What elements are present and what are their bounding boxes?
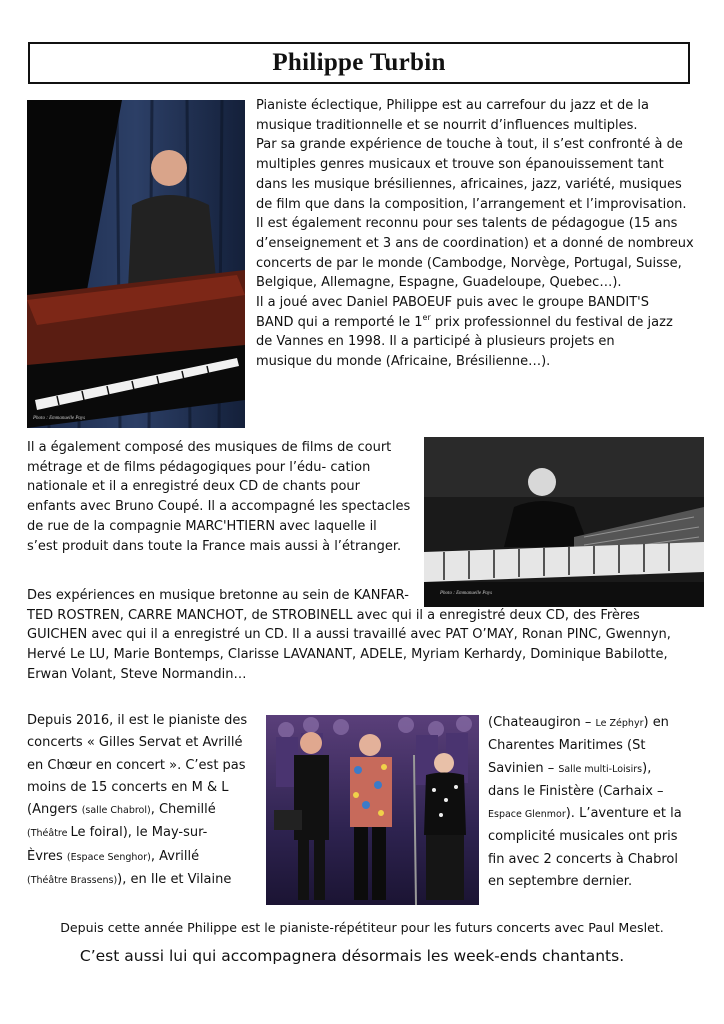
concerts-paragraph-right — [488, 712, 682, 893]
text-line: concerts « Gilles Servat et Avrillé — [27, 735, 243, 751]
text-line: moins de 15 concerts en M & L — [27, 779, 229, 795]
photo-concert-stage — [266, 715, 479, 905]
text-line: musique traditionnelle et se nourrit d’influences multiples. — [256, 117, 638, 133]
text-fragment: (Angers — [27, 802, 82, 818]
text-line-prize — [256, 313, 694, 333]
text-line: Il a également composé des musiques de films de court — [27, 440, 392, 455]
text-line: multiples genres musicaux et trouve son épanouissement tant — [256, 157, 664, 173]
text-line: Pianiste éclectique, Philippe est au carrefour du jazz et de la — [256, 98, 649, 113]
text-fragment: Le Zéphyr — [595, 718, 644, 729]
text-line: Belgique, Allemagne, Espagne, Guadeloupe, Quebec…). — [256, 275, 622, 291]
text-line: s’est produit dans toute la France mais aussi à l’étranger. — [27, 538, 402, 554]
text-fragment: Le foiral — [70, 825, 123, 841]
text-line — [27, 822, 247, 845]
text-line: de rue de la compagnie MARC'HTIERN avec laquelle il — [27, 518, 377, 534]
text-line: Des expériences en musique bretonne au sein de KANFAR- — [27, 588, 409, 603]
text-line: d’enseignement et 3 ans de coordination) et a donné de nombreux — [256, 235, 694, 251]
photo-pianist-grand-piano — [27, 100, 245, 428]
text-line: Par sa grande expérience de touche à tout, il s’est confronté à de — [256, 137, 683, 153]
text-line: complicité musicales ont pris — [488, 829, 678, 845]
photo-pianist-bw — [424, 437, 704, 607]
footer-line-1: Depuis cette année Philippe est le pianiste-répétiteur pour les futurs concerts avec Paul Meslet. — [60, 920, 664, 935]
text-line: Charentes Maritimes (St — [488, 738, 646, 754]
text-fragment: Savinien – — [488, 760, 559, 776]
photo-credit-2: Photo : Emmanuelle Pays — [440, 591, 493, 596]
text-line — [488, 758, 682, 781]
footer-line-2: C’est aussi lui qui accompagnera désormais les week-ends chantants. — [79, 947, 625, 965]
text-line: Il a joué avec Daniel PABOEUF puis avec le groupe BANDIT'S — [256, 295, 650, 311]
text-line — [27, 799, 247, 822]
text-fragment: , Avrillé — [150, 848, 200, 864]
text-line: de Vannes en 1998. Il a participé à plusieurs projets en — [256, 334, 615, 350]
text-fragment: ). L’aventure et la — [565, 806, 682, 822]
text-fragment: (Chateaugiron – — [488, 715, 596, 730]
text-line: fin avec 2 concerts à Chabrol — [488, 851, 678, 867]
text-line: de film que dans la composition, l’arrangement et l’improvisation. — [256, 196, 687, 212]
text-line: métrage et de films pédagogiques pour l’édu- cation — [27, 459, 371, 475]
text-line: Hervé Le LU, Marie Bontemps, Clarisse LAVANANT, ADELE, Myriam Kerhardy, Dominique Babilotte, — [27, 647, 668, 663]
text-line: nationale et il a enregistré deux CD de chants pour — [27, 479, 361, 495]
intro-paragraph — [256, 96, 694, 372]
text-fragment: Èvres — [27, 848, 67, 864]
superscript: er — [422, 312, 431, 322]
text-line: concerts de par le monde (Cambodge, Norvège, Portugal, Suisse, — [256, 255, 682, 271]
text-fragment: BAND qui a remporté le 1 — [256, 314, 423, 330]
text-line — [488, 712, 682, 735]
text-fragment: (Théâtre Brassens) — [27, 875, 118, 887]
text-fragment: Espace Glenmor — [488, 809, 566, 821]
text-fragment: ), — [642, 760, 652, 776]
page-title: Philippe Turbin — [272, 49, 446, 76]
text-line: dans le Finistère (Carhaix – — [488, 783, 664, 799]
concerts-paragraph-left — [27, 710, 247, 892]
text-fragment: (Espace Senghor) — [66, 851, 151, 863]
text-fragment: ), en Ile et Vilaine — [117, 872, 232, 888]
text-fragment: (salle Chabrol) — [81, 805, 151, 817]
text-line: Depuis 2016, il est le pianiste des — [27, 713, 248, 728]
text-line: TED ROSTREN, CARRE MANCHOT, de STROBINELL avec qui il a enregistré deux CD, des Frères — [27, 607, 640, 623]
text-fragment: prix professionnel du festival de jazz — [430, 314, 673, 330]
text-line: musique du monde (Africaine, Brésilienne…). — [256, 354, 551, 370]
text-fragment: (Théâtre — [27, 828, 71, 840]
text-line: enfants avec Bruno Coupé. Il a accompagné les spectacles — [27, 499, 411, 515]
text-line — [488, 803, 682, 826]
text-line — [27, 869, 247, 892]
text-fragment: ) en — [643, 715, 669, 730]
text-line — [27, 846, 247, 869]
text-fragment: , Chemillé — [150, 802, 216, 818]
text-line: en Chœur en concert ». C’est pas — [27, 757, 246, 773]
text-line: Il est également reconnu pour ses talents de pédagogue (15 ans — [256, 216, 678, 232]
text-line: dans les musique brésiliennes, africaines, jazz, variété, musiques — [256, 176, 682, 192]
brittany-paragraph — [27, 586, 671, 685]
text-line: en septembre dernier. — [488, 874, 633, 890]
films-paragraph — [27, 438, 410, 556]
text-fragment: Salle multi-Loisirs — [558, 763, 643, 775]
text-line: Erwan Volant, Steve Normandin… — [27, 666, 247, 682]
text-line: GUICHEN avec qui il a enregistré un CD. Il a aussi travaillé avec PAT O’MAY, Ronan PINC, Gwennyn, — [27, 627, 671, 643]
text-fragment: ), le May-sur- — [122, 825, 208, 841]
photo-credit-1: Photo : Emmanuelle Pays — [33, 416, 86, 421]
title-box — [28, 42, 690, 84]
